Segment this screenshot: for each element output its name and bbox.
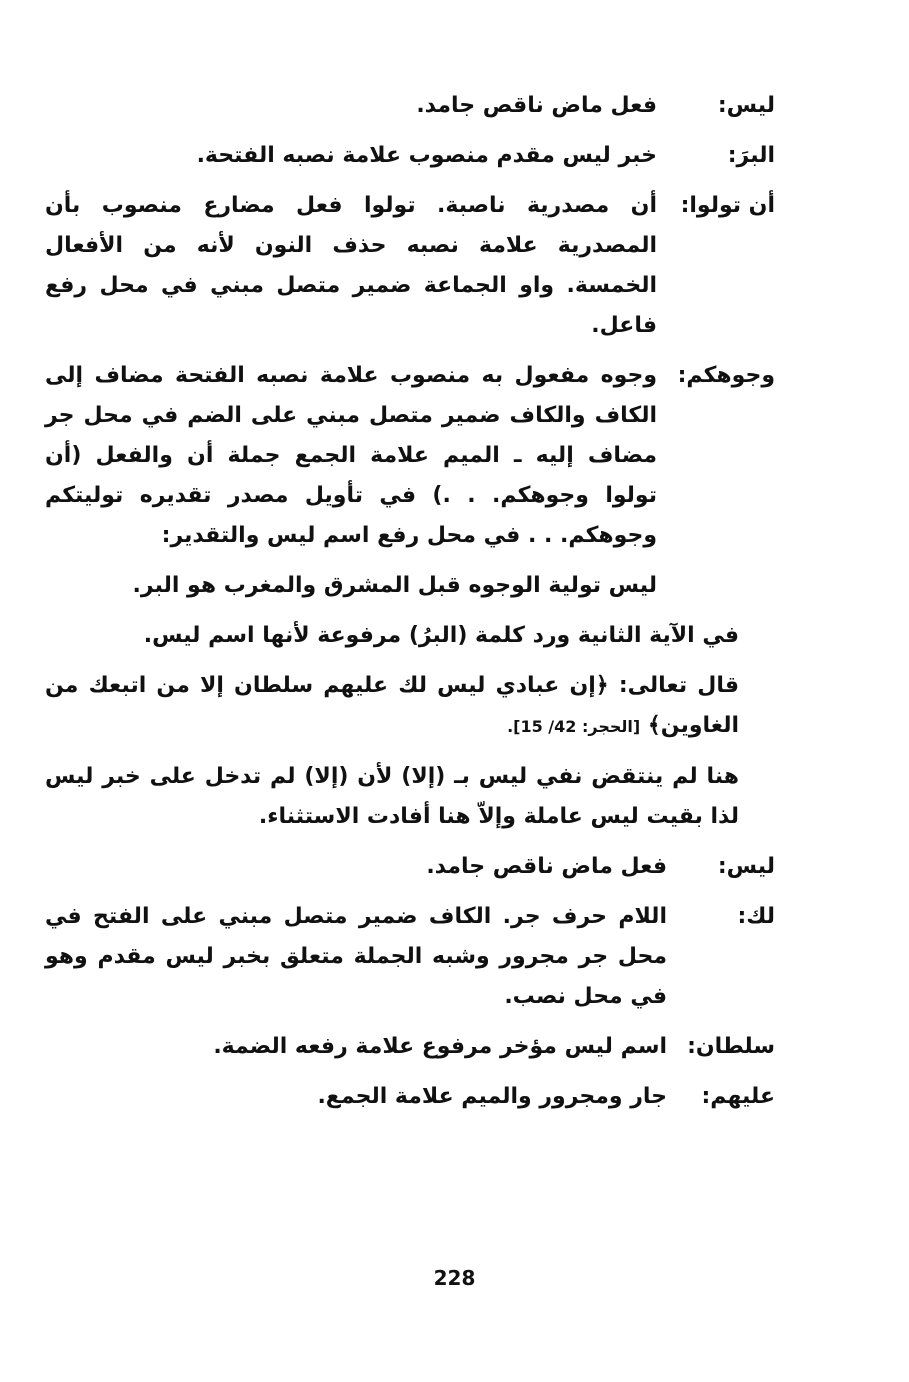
paragraph-explanation: هنا لم ينتقض نفي ليس بـ (إلا) لأن (إلا) لم تدخل على خبر ليس لذا بقيت ليس عاملة وإلاّ هنا أفادت الاستثناء. — [45, 764, 739, 829]
entry-desc: أن مصدرية ناصبة. تولوا فعل مضارع منصوب بأن المصدرية علامة نصبه حذف النون لأنه من الأفعال الخمسة. واو الجماعة ضمير متصل مبني في محل رفع فاعل. — [45, 193, 657, 338]
verse-citation: [الحجر: 42/ 15]. — [507, 717, 641, 736]
entry-albirra — [45, 136, 775, 176]
entry-term: وجوهكم: — [677, 363, 775, 388]
analysis-section-2 — [45, 847, 775, 1117]
entry-term: أن تولوا: — [680, 193, 775, 218]
entry-laysa — [45, 86, 775, 126]
entry-desc: جار ومجرور والميم علامة الجمع. — [317, 1084, 667, 1109]
entry-term: عليهم: — [701, 1084, 775, 1109]
entry-term: لك: — [737, 904, 775, 929]
entry-an-tuwallu — [45, 186, 775, 346]
entry-laysa-2 — [45, 847, 775, 887]
page-number: 228 — [433, 1266, 476, 1290]
entry-alayhim — [45, 1077, 775, 1117]
paragraph-quran-quote — [45, 666, 775, 747]
entry-term: سلطان: — [687, 1034, 775, 1059]
analysis-section-1 — [45, 86, 775, 556]
paragraph-second-verse: في الآية الثانية ورد كلمة (البرُ) مرفوعة لأنها اسم ليس. — [143, 623, 739, 648]
entry-desc: وجوه مفعول به منصوب علامة نصبه الفتحة مضاف إلى الكاف والكاف ضمير متصل مبني على الضم في محل جر مضاف إليه ـ الميم علامة الجمع جملة أن والفعل (أن تولوا وجوهكم. . .) في تأويل مصدر تقديره توليتكم وجوهكم. . . في محل رفع اسم ليس والتقدير: — [45, 363, 657, 548]
entry-desc: اسم ليس مؤخر مرفوع علامة رفعه الضمة. — [213, 1034, 667, 1059]
paragraph-taqdir: ليس تولية الوجوه قبل المشرق والمغرب هو البر. — [132, 573, 657, 598]
entry-term: البرَ: — [727, 143, 775, 168]
page-body — [45, 86, 775, 1127]
entry-desc: خبر ليس مقدم منصوب علامة نصبه الفتحة. — [196, 143, 657, 168]
entry-desc: اللام حرف جر. الكاف ضمير متصل مبني على الفتح في محل جر مجرور وشبه الجملة متعلق بخبر ليس مقدم وهو في محل نصب. — [45, 904, 667, 1009]
entry-sultan — [45, 1027, 775, 1067]
quran-verse: قال تعالى: ﴿إن عبادي ليس لك عليهم سلطان إلا من اتبعك من الغاوين﴾ — [45, 673, 739, 738]
entry-term: ليس: — [717, 93, 775, 118]
entry-term: ليس: — [717, 854, 775, 879]
entry-desc: فعل ماض ناقص جامد. — [416, 93, 657, 118]
entry-desc: فعل ماض ناقص جامد. — [426, 854, 667, 879]
entry-wujuhakum — [45, 356, 775, 556]
entry-laka — [45, 897, 775, 1017]
